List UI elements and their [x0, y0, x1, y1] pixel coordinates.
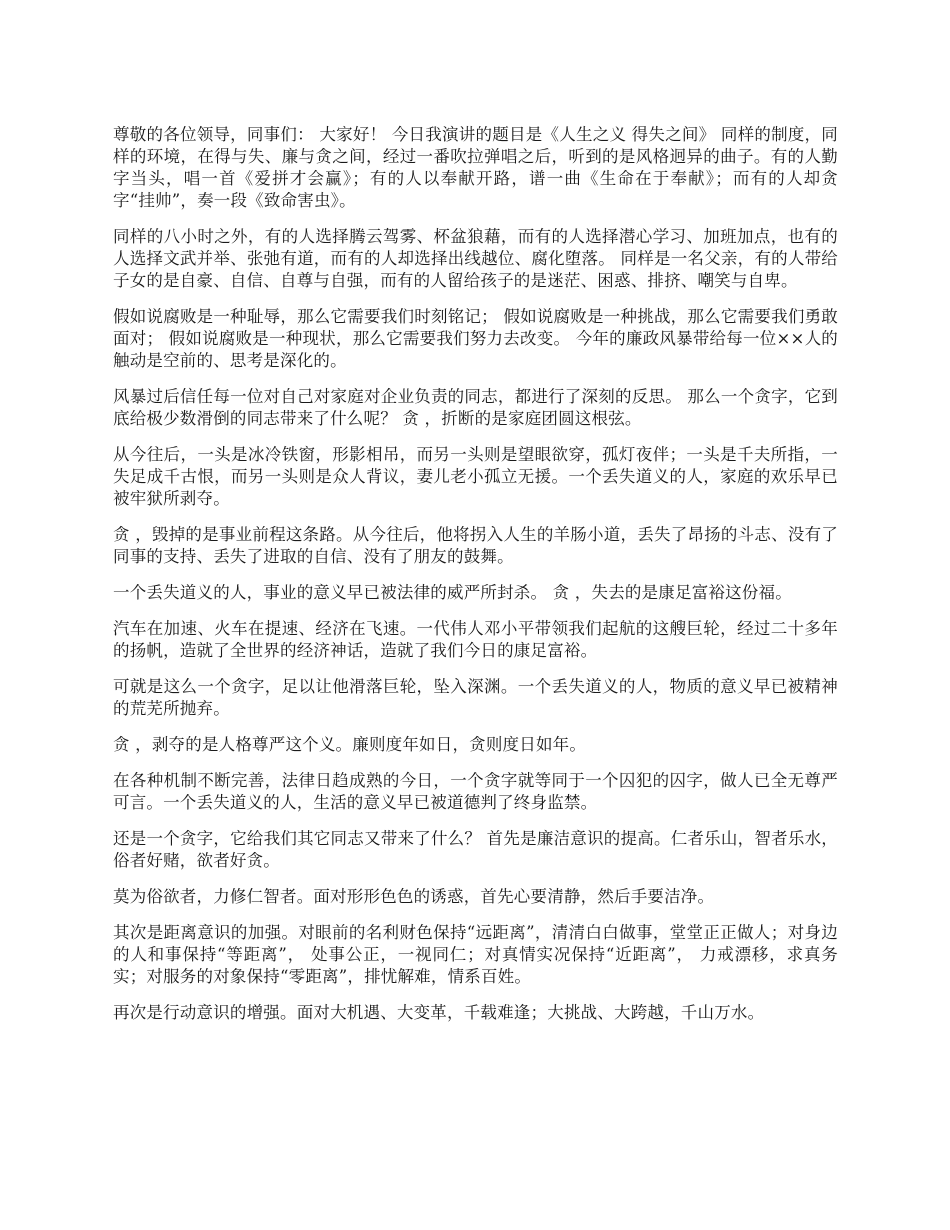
paragraph: 可就是这么一个贪字，足以让他滑落巨轮，坠入深渊。一个丢失道义的人，物质的意义早已被精神的荒芜所抛弃。	[113, 677, 838, 718]
paragraph: 贪 ，剥夺的是人格尊严这个义。廉则度年如日，贪则度日如年。	[113, 735, 587, 754]
paragraph: 还是一个贪字，它给我们其它同志又带来了什么？ 首先是廉洁意识的提高。仁者乐山，智者乐水，俗者好赌，欲者好贪。	[113, 829, 838, 870]
paragraph: 在各种机制不断完善，法律日趋成熟的今日，一个贪字就等同于一个囚犯的囚字，做人已全无尊严可言。一个丢失道义的人，生活的意义早已被道德判了终身监禁。	[113, 771, 838, 812]
paragraph: 风暴过后信任每一位对自己对家庭对企业负责的同志，都进行了深刻的反思。 那么一个贪字，它到底给极少数滑倒的同志带来了什么呢？ 贪 ，折断的是家庭团圆这根弦。	[113, 387, 838, 428]
paragraph: 再次是行动意识的增强。面对大机遇、大变革，千载难逢；大挑战、大跨越，千山万水。	[113, 1003, 765, 1022]
paragraph: 假如说腐败是一种耻辱，那么它需要我们时刻铭记； 假如说腐败是一种挑战，那么它需要我们勇敢面对； 假如说腐败是一种现状，那么它需要我们努力去改变。 今年的廉政风暴带给每一位××人的触动是空前的、思考是深化的。	[113, 307, 838, 370]
paragraph: 莫为俗欲者，力修仁智者。面对形形色色的诱惑，首先心要清静，然后手要洁净。	[113, 887, 715, 906]
paragraph: 尊敬的各位领导，同事们： 大家好！ 今日我演讲的题目是《人生之义 得失之间》 同样的制度，同样的环境，在得与失、廉与贪之间，经过一番吹拉弹唱之后，听到的是风格迥异的曲子。有的人勤字当头，唱一首《爱拼才会赢》；有的人以奉献开路，谱一曲《生命在于奉献》；而有的人却贪字“挂帅”，奏一段《致命害虫》。	[113, 125, 838, 210]
document-body	[113, 124, 838, 1038]
paragraph: 一个丢失道义的人，事业的意义早已被法律的威严所封杀。 贪 ，失去的是康足富裕这份福。	[113, 583, 792, 602]
paragraph: 其次是距离意识的加强。对眼前的名利财色保持“远距离”，清清白白做事，堂堂正正做人；对身边的人和事保持“等距离”， 处事公正，一视同仁；对真情实况保持“近距离”， 力戒漂移，求真务实；对服务的对象保持“零距离”，排忧解难，情系百姓。	[113, 923, 838, 986]
paragraph: 汽车在加速、火车在提速、经济在飞速。一代伟人邓小平带领我们起航的这艘巨轮，经过二十多年的扬帆，造就了全世界的经济神话，造就了我们今日的康足富裕。	[113, 619, 838, 660]
paragraph: 同样的八小时之外，有的人选择腾云驾雾、杯盆狼藉，而有的人选择潜心学习、加班加点，也有的人选择文武并举、张弛有道，而有的人却选择出线越位、腐化堕落。 同样是一名父亲，有的人带给子女的是自豪、自信、自尊与自强，而有的人留给孩子的是迷茫、困惑、排挤、嘲笑与自卑。	[113, 227, 838, 290]
paragraph: 贪 ，毁掉的是事业前程这条路。从今往后，他将拐入人生的羊肠小道，丢失了昂扬的斗志、没有了同事的支持、丢失了进取的自信、没有了朋友的鼓舞。	[113, 525, 838, 566]
paragraph: 从今往后，一头是冰冷铁窗，形影相吊，而另一头则是望眼欲穿，孤灯夜伴；一头是千夫所指，一失足成千古恨，而另一头则是众人背议，妻儿老小孤立无援。一个丢失道义的人，家庭的欢乐早已被牢狱所剥夺。	[113, 445, 838, 508]
